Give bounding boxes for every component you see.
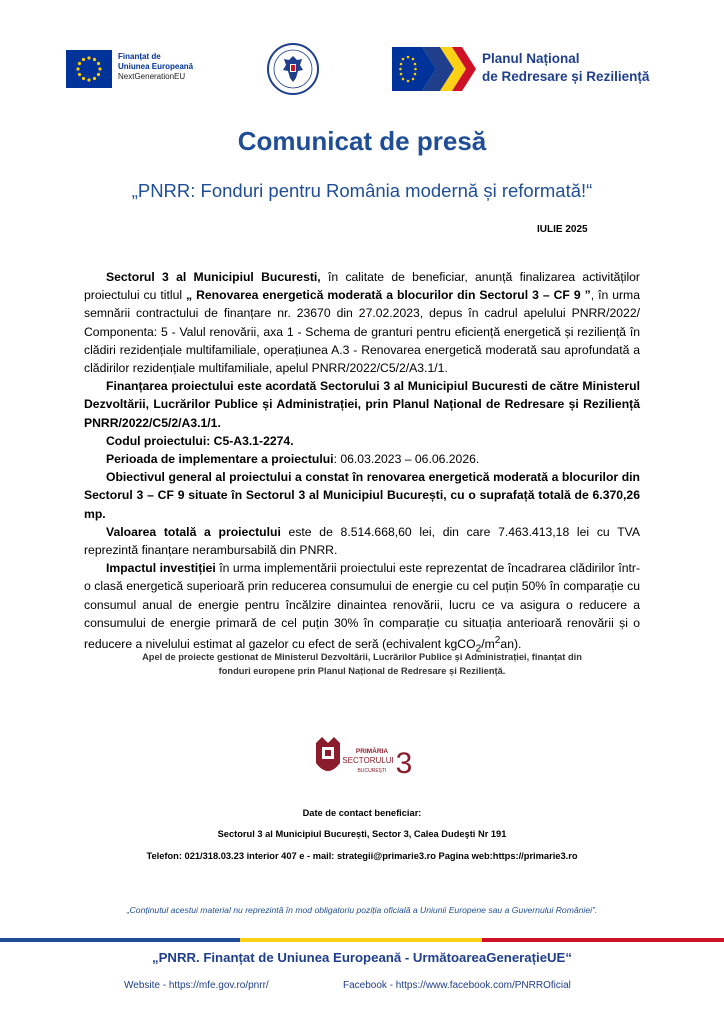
impact-text: în urma implementării proiectului este reprezentat de încadrarea clădirilor într-o clasă energetică superioară prin reducerea consumului de energie cu cel puțin 50% în comparație cu consumul anual de energie pentru încălzire dinaintea renovării, lucru ce va asigura o reducere a consumului de energie primară de cel puțin 30% în comparație cu situația anterioară renovării și o reducere a nivelului estimat al gazelor cu efect de seră (echivalent kgCO xyxy=(84,561,641,652)
sector3-emblem-icon xyxy=(312,733,416,781)
unit-end: an). xyxy=(500,637,522,652)
romanian-government-logo xyxy=(266,42,320,96)
footer-title: „PNRR. Finanțat de Uniunea Europeană - UrmătoareaGenerațieUE“ xyxy=(152,950,572,965)
pnrr-line-2: de Redresare și Reziliență xyxy=(482,69,650,84)
paragraph-impact xyxy=(84,559,640,659)
paragraph-text: în calitate de beneficiar, anunță finalizarea activităților proiectului cu titlul xyxy=(84,270,640,303)
eu-line-1: Finanțat de xyxy=(118,52,161,61)
paragraph-beneficiary xyxy=(84,268,640,377)
disclaimer: „Conținutul acestui material nu reprezintă în mod obligatoriu poziția oficială a Uniunii Europene sau a Guvernului României”. xyxy=(126,905,598,915)
tricolor-divider xyxy=(0,938,724,942)
eu-funding-text xyxy=(118,52,193,82)
superscript: 2 xyxy=(494,635,501,647)
subscript: 2 xyxy=(475,643,482,655)
project-code: Codul proiectului: C5-A3.1-2274. xyxy=(106,433,294,448)
coat-of-arms-icon xyxy=(266,42,320,96)
paragraph-value xyxy=(84,523,640,559)
footer-facebook-link[interactable]: Facebook - https://www.facebook.com/PNRROficial xyxy=(343,980,571,991)
beneficiary-name: Sectorul 3 al Municipiul Bucuresti, xyxy=(106,270,321,284)
funding-note xyxy=(84,650,640,678)
paragraph-text: , în urma semnării contractului de finanțare nr. 23670 din 27.02.2023, depus în cadrul apelului PNRR/2022/ Componenta: 5 - Valul renovării, axa 1 - Schema de granturi pentru eficiență energetică și reziliență în clădiri rezidențiale multifamiliale, operațiunea A.3 - Renovarea energetică moderată sau aprofundată a clădirilor rezidențiale multifamiliale, apelul PNRR/2022/C5/2/A3.1/1. xyxy=(84,288,640,376)
eu-line-3: NextGenerationEU xyxy=(118,72,186,81)
contact-phone-email: Telefon: 021/318.03.23 interior 407 e - mail: strategii@primarie3.ro Pagina web:https://primarie3.ro xyxy=(146,851,578,861)
sector-logo-number: 3 xyxy=(395,747,413,780)
pnrr-logo xyxy=(392,47,476,91)
divider-yellow xyxy=(240,938,482,942)
pnrr-arrows-icon xyxy=(392,47,476,91)
impact-label: Impactul investiției xyxy=(106,561,216,576)
page-subtitle: „PNRR: Fonduri pentru România modernă și reformată!“ xyxy=(131,180,593,201)
value-text: este de 8.514.668,60 lei, din care 7.463.413,18 lei cu TVA reprezintă finanțare nerambursabilă din PNRR. xyxy=(84,524,640,558)
paragraph-objective: Obiectivul general al proiectului a constat în renovarea energetică moderată a blocurilor din Sectorul 3 – CF 9 situate în Sectorul 3 al Municipiul București, cu o suprafață totală de 6.370,26 mp. xyxy=(84,470,640,521)
value-label: Valoarea totală a proiectului xyxy=(106,524,281,539)
divider-blue xyxy=(0,938,240,942)
contact-heading: Date de contact beneficiar: xyxy=(302,808,422,818)
paragraph-period xyxy=(84,450,640,468)
sector-logo-line-1: PRIMĂRIA xyxy=(355,748,389,755)
period-label: Perioada de implementare a proiectului xyxy=(106,452,334,467)
press-release-body xyxy=(84,268,640,659)
pnrr-line-1: Planul Național xyxy=(482,51,580,66)
eu-stars-icon xyxy=(66,50,112,88)
note-line-1: Apel de proiecte gestionat de Ministerul Dezvoltării, Lucrărilor Publice și Administrației, finanțat din xyxy=(142,652,582,662)
project-title: „ Renovarea energetică moderată a blocurilor din Sectorul 3 – CF 9 ” xyxy=(186,288,591,303)
sector3-logo xyxy=(312,733,416,781)
release-date: IULIE 2025 xyxy=(537,224,588,235)
divider-red xyxy=(482,938,724,942)
sector-logo-line-3: BUCUREȘTI xyxy=(357,768,387,774)
paragraph-financing: Finanțarea proiectului este acordată Sectorului 3 al Municipiul Bucuresti de către Ministerul Dezvoltării, Lucrărilor Publice și Administrației, prin Planul Național de Redresare și Reziliență PNRR/2022/C5/2/A3.1/1. xyxy=(84,379,640,430)
sector-logo-line-2: SECTORULUI xyxy=(342,756,394,765)
page-title: Comunicat de presă xyxy=(237,126,487,156)
footer-website-link[interactable]: Website - https://mfe.gov.ro/pnrr/ xyxy=(124,980,269,991)
contact-address: Sectorul 3 al Municipiul București, Sector 3, Calea Dudeşti Nr 191 xyxy=(217,829,507,839)
eu-line-2: Uniunea Europeană xyxy=(118,62,194,71)
note-line-2: fonduri europene prin Planul Național de Redresare și Reziliență. xyxy=(218,666,506,676)
period-value: : 06.03.2023 – 06.06.2026. xyxy=(333,452,480,467)
unit-text: /m xyxy=(481,637,495,652)
pnrr-title xyxy=(482,50,649,86)
eu-flag-logo xyxy=(66,50,112,88)
